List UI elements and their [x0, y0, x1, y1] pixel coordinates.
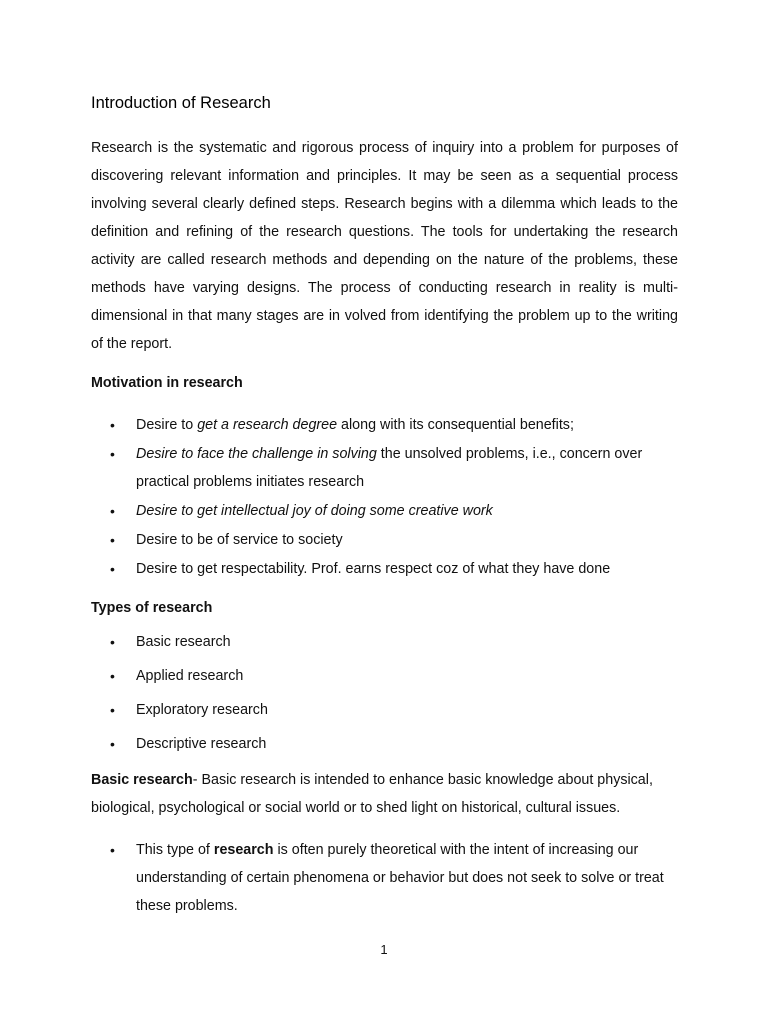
bullet-icon: • [110, 668, 115, 684]
motivation-heading: Motivation in research [91, 375, 243, 391]
bullet-icon: • [110, 561, 115, 577]
list-item: • Desire to face the challenge in solving the unsolved problems, i.e., concern over practical problems initiates research [110, 440, 680, 496]
basic-research-paragraph: Basic research- Basic research is intended to enhance basic knowledge about physical, biological, psychological or social world or to shed light on historical, cultural issues. [91, 772, 653, 816]
page-number: 1 [380, 942, 388, 957]
list-item: • Desire to be of service to society [110, 526, 680, 554]
bullet-icon: • [110, 417, 115, 433]
list-item: • Descriptive research [110, 730, 680, 758]
intro-paragraph: Research is the systematic and rigorous process of inquiry into a problem for purposes of discovering relevant information and principles. It may be seen as a sequential process involving several clearly defined steps. Research begins with a dilemma which leads to the definition and refining of the research questions. The tools for undertaking the research activity are called research methods and depending on the nature of the problems, these methods have varying designs. The process of conducting research in reality is multi-dimensional in that many stages are in volved from identifying the problem up to the writing of the report. [91, 140, 678, 352]
list-item: • Desire to get intellectual joy of doing some creative work [110, 497, 680, 525]
list-item: • Basic research [110, 628, 680, 656]
bullet-icon: • [110, 503, 115, 519]
list-item: • Desire to get a research degree along with its consequential benefits; [110, 411, 680, 439]
bullet-icon: • [110, 842, 115, 858]
types-heading: Types of research [91, 600, 213, 616]
basic-research-term: Basic research [91, 772, 193, 788]
bullet-icon: • [110, 736, 115, 752]
types-list [110, 628, 680, 764]
list-item: • Exploratory research [110, 696, 680, 724]
bullet-icon: • [110, 532, 115, 548]
list-item: • Applied research [110, 662, 680, 690]
list-item: • Desire to get respectability. Prof. earns respect coz of what they have done [110, 555, 680, 583]
list-item: • This type of research is often purely theoretical with the intent of increasing our understanding of certain phenomena or behavior but does not seek to solve or treat these problems. [110, 836, 670, 920]
bullet-icon: • [110, 634, 115, 650]
page-title: Introduction of Research [91, 94, 271, 112]
bullet-icon: • [110, 702, 115, 718]
motivation-list [110, 411, 680, 584]
basic-research-list [110, 836, 670, 920]
bullet-icon: • [110, 446, 115, 462]
